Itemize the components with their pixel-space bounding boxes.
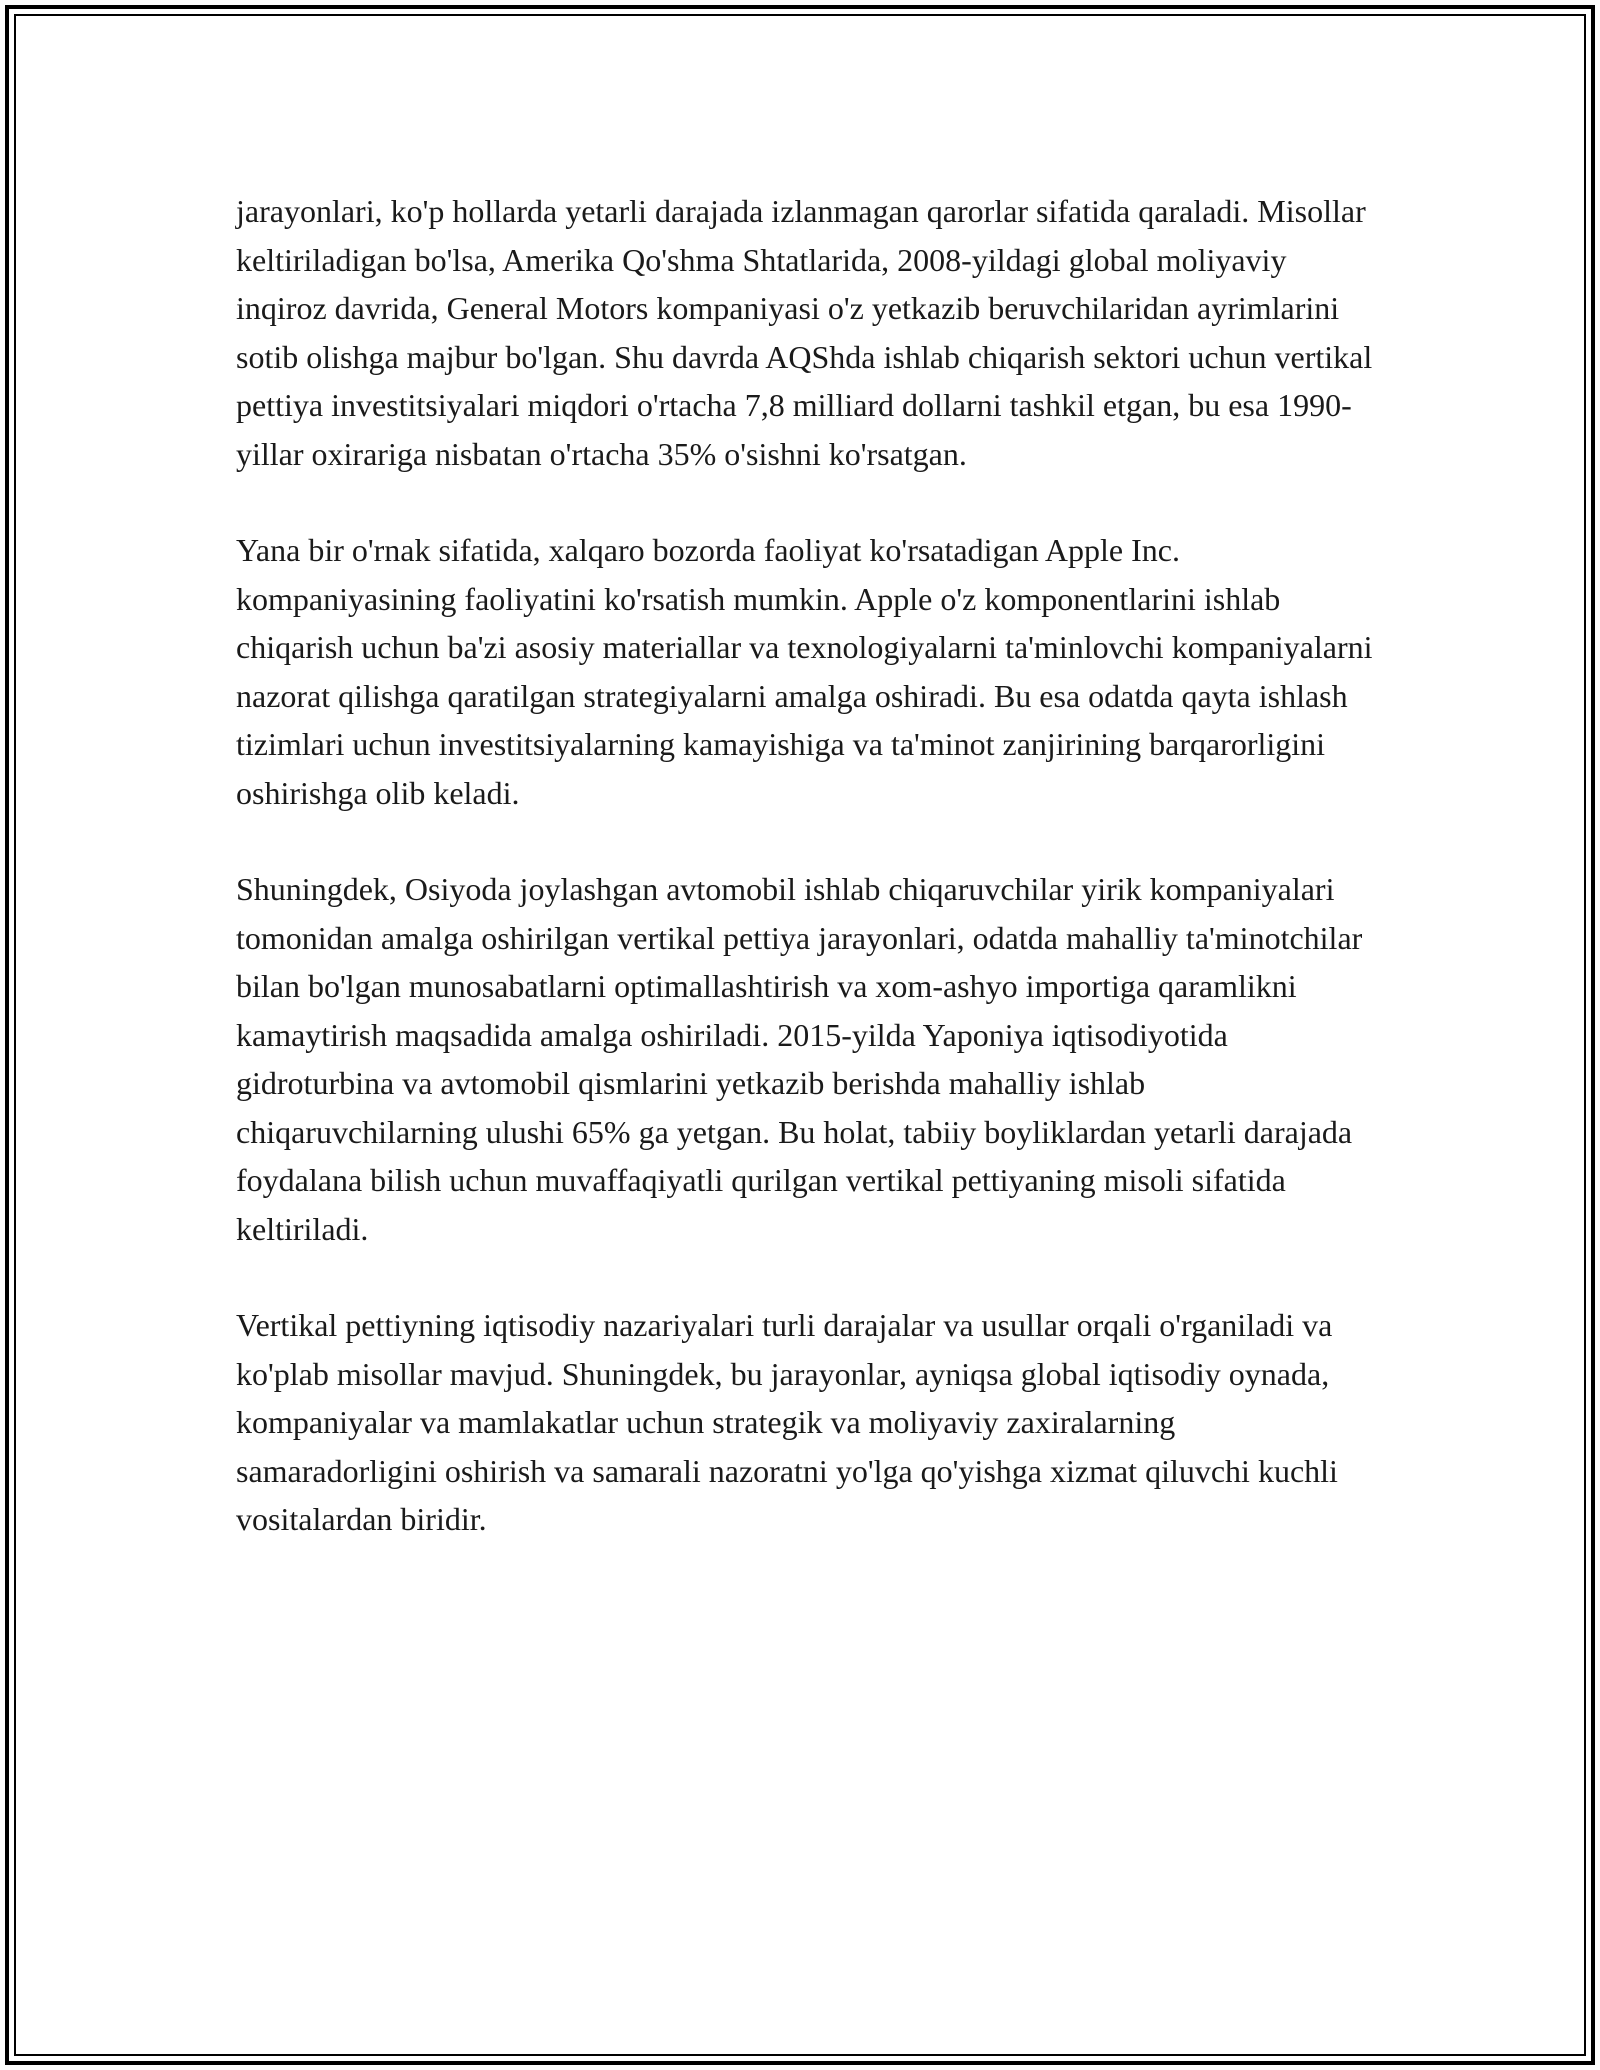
paragraph-3: Shuningdek, Osiyoda joylashgan avtomobil ishlab chiqaruvchilar yirik kompaniyalari tomonidan amalga oshirilgan vertikal pettiya jarayonlari, odatda mahalliy ta'minotchilar bilan bo'lgan munosabatlarni optimallashtirish va xom-ashyo importiga qaramlikni kamaytirish maqsadida amalga oshiriladi. 2015-yilda Yaponiya iqtisodiyotida gidroturbina va avtomobil qismlarini yetkazib berishda mahalliy ishlab chiqaruvchilarning ulushi 65% ga yetgan. Bu holat, tabiiy boyliklardan yetarli darajada foydalana bilish uchun muvaffaqiyatli qurilgan vertikal pettiyaning misoli sifatida keltiriladi.	[236, 871, 1363, 1247]
paragraph-1: jarayonlari, ko'p hollarda yetarli darajada izlanmagan qarorlar sifatida qaraladi. Misollar keltiriladigan bo'lsa, Amerika Qo'shma Shtatlarida, 2008-yildagi global moliyaviy inqiroz davrida, General Motors kompaniyasi o'z yetkazib beruvchilaridan ayrimlarini sotib olishga majbur bo'lgan. Shu davrda AQShda ishlab chiqarish sektori uchun vertikal pettiya investitsiyalari miqdori o'rtacha 7,8 milliard dollarni tashkil etgan, bu esa 1990-yillar oxirariga nisbatan o'rtacha 35% o'sishni ko'rsatgan.	[236, 193, 1373, 472]
paragraph-4: Vertikal pettiyning iqtisodiy nazariyalari turli darajalar va usullar orqali o'rganiladi va ko'plab misollar mavjud. Shuningdek, bu jarayonlar, ayniqsa global iqtisodiy oynada, kompaniyalar va mamlakatlar uchun strategik va moliyaviy zaxiralarning samaradorligini oshirish va samarali nazoratni yo'lga qo'yishga xizmat qiluvchi kuchli vositalardan biridir.	[236, 1307, 1338, 1537]
paragraph-2: Yana bir o'rnak sifatida, xalqaro bozorda faoliyat ko'rsatadigan Apple Inc. kompaniyasining faoliyatini ko'rsatish mumkin. Apple o'z komponentlarini ishlab chiqarish uchun ba'zi asosiy materiallar va texnologiyalarni ta'minlovchi kompaniyalarni nazorat qilishga qaratilgan strategiyalarni amalga oshiradi. Bu esa odatda qayta ishlash tizimlari uchun investitsiyalarning kamayishiga va ta'minot zanjirining barqarorligini oshirishga olib keladi.	[236, 532, 1373, 811]
document-body	[236, 187, 1376, 1592]
